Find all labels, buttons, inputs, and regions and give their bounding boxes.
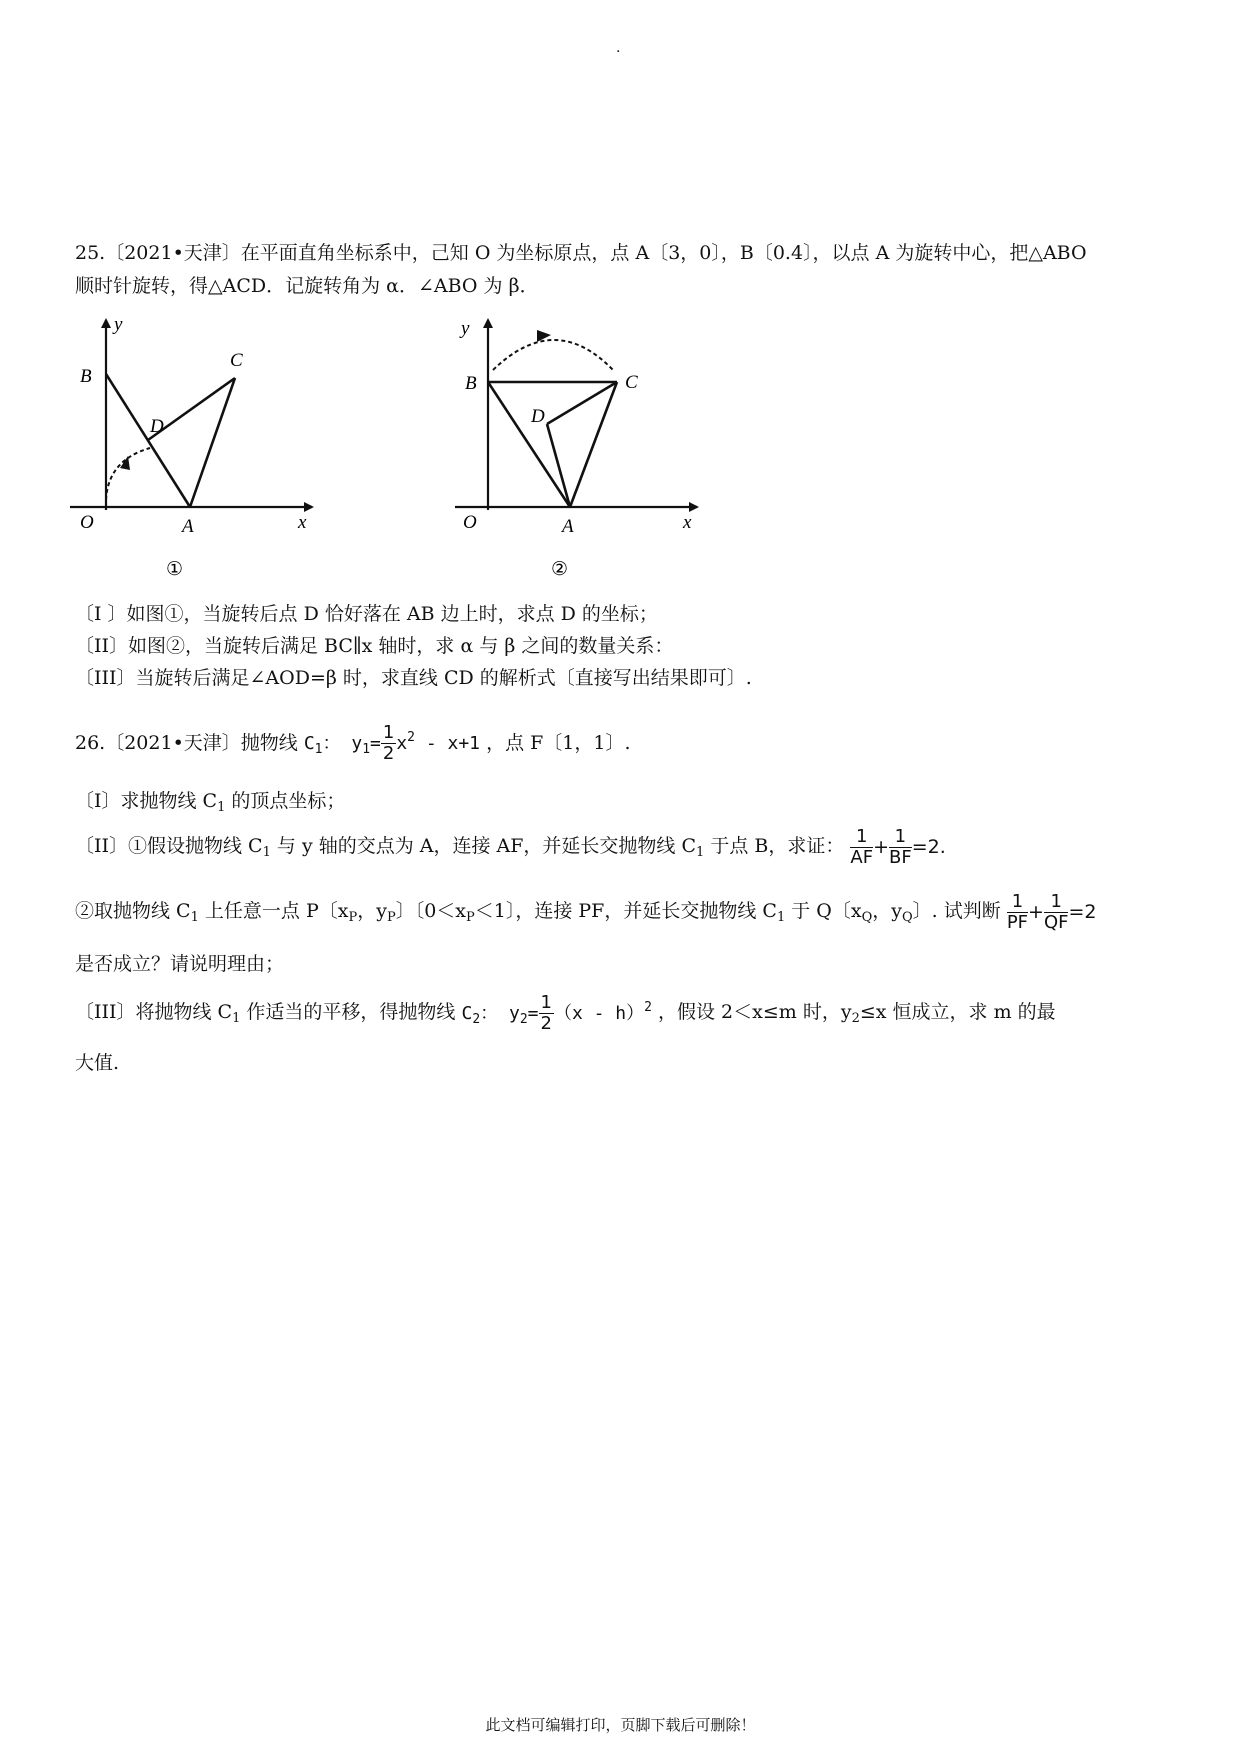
page-footer: 此文档可编辑打印，页脚下载后可删除！ (485, 1716, 756, 1734)
q2b-eq: =2 (1068, 901, 1097, 923)
y2-eq: = (527, 1002, 539, 1024)
y2-lhs: y (508, 1002, 520, 1024)
q2b-sub2: 1 (776, 909, 786, 925)
q2b-f1-num: 1 (1007, 893, 1028, 913)
fig1-caption: ① (166, 558, 184, 580)
q2b-f1-den: PF (1006, 912, 1029, 933)
q2a-f1-den: AF (850, 847, 874, 868)
q2b-mid4: ＜1〕，连接 PF，并延长交抛物线 C (474, 899, 777, 922)
fig2-caption: ② (551, 558, 569, 580)
c2-frac-den: 2 (540, 1013, 552, 1034)
y1-exp: 2 (407, 729, 415, 745)
fig2-segment-AC (570, 382, 617, 507)
q2b-f2-num: 1 (1044, 893, 1069, 913)
q2a-sub2: 1 (696, 844, 705, 860)
header-dot: . (616, 40, 621, 56)
c2-sub: 2 (472, 1011, 481, 1027)
problem25-question-3: 〔III〕当旋转后满足∠AOD=β 时，求直线 CD 的解析式〔直接写出结果即可〕. (75, 667, 752, 689)
problem26-question-3-line2: 大值. (75, 1052, 120, 1074)
figure-2 (455, 310, 715, 580)
fig1-label-A: A (182, 516, 194, 537)
q2b-mid3: 〕〔0＜x (395, 899, 466, 922)
fig2-segment-BA (488, 382, 570, 507)
fig1-label-C: C (230, 350, 243, 371)
problem26-question-2b-line2: 是否成立？请说明理由； (75, 953, 285, 975)
parabola-c1-equation (303, 722, 481, 764)
figure-1 (70, 310, 330, 580)
y1-eq: = (370, 732, 381, 754)
fig2-label-O: O (463, 512, 477, 533)
q2b-subP2: P (386, 909, 396, 925)
q2b-fraction-qf (1044, 893, 1069, 932)
c1-sub: 1 (314, 741, 323, 757)
y1-lhs: y (351, 732, 363, 754)
q2b-mid5: 于 Q〔x (785, 899, 862, 922)
fig2-rotation-arc (493, 340, 613, 370)
q3-prefix: 〔III〕将抛物线 C (75, 1000, 233, 1023)
q2b-fraction-pf (1007, 893, 1028, 932)
q1-prefix: 〔I〕求抛物线 C (75, 790, 218, 812)
fig1-label-y: y (114, 314, 123, 335)
fig2-label-B: B (465, 373, 477, 394)
q2a-fraction-af (850, 828, 873, 867)
q2b-subP3: P (466, 909, 475, 925)
fig1-label-x: x (298, 512, 307, 533)
fig1-segment-AC (190, 378, 235, 507)
q2a-f2-num: 1 (889, 828, 912, 848)
c1-colon: ： (322, 732, 341, 754)
fig1-segment-BA (106, 374, 190, 507)
q2a-f1-num: 1 (850, 828, 873, 848)
problem26-intro-suffix: ，点 F〔1，1〕. (486, 732, 631, 754)
fig2-label-A: A (562, 516, 574, 537)
q2b-mid6: ，y (872, 899, 902, 922)
q3-suffix2: ≤x 恒成立，求 m 的最 (859, 1000, 1056, 1023)
c2-name: C (461, 1002, 473, 1024)
y2-rest: （x - h） (553, 1002, 645, 1024)
q2b-prefix: ②取抛物线 C (75, 899, 191, 922)
y2-sub: 2 (519, 1011, 528, 1027)
problem26-question-2b (75, 893, 1097, 932)
y1-x: x (396, 732, 408, 754)
fig1-label-O: O (80, 512, 94, 533)
c1-fraction (381, 724, 396, 763)
problem26-question-2a (75, 828, 946, 867)
problem25-line2: 顺时针旋转，得△ACD．记旋转角为 α．∠ABO 为 β． (75, 275, 539, 297)
fig2-label-D: D (531, 406, 545, 427)
q2a-suffix: 于点 B，求证： (704, 834, 845, 857)
q2b-subQ1: Q (861, 909, 873, 925)
q2b-subP1: P (348, 909, 358, 925)
c1-frac-den: 2 (382, 743, 395, 764)
q2a-eq: =2. (911, 836, 946, 858)
q3-mid: 作适当的平移，得抛物线 (240, 1000, 456, 1023)
problem25-question-2: 〔II〕如图②，当旋转后满足 BC∥x 轴时，求 α 与 β 之间的数量关系： (75, 635, 674, 657)
q2a-f2-den: BF (888, 847, 912, 868)
y1-rest: - x+1 (414, 732, 481, 754)
c2-colon: ： (480, 1002, 499, 1024)
fig2-label-y: y (461, 318, 470, 339)
fig1-rotation-arc (106, 448, 150, 500)
q1-suffix: 的顶点坐标； (225, 790, 346, 812)
fig2-label-C: C (625, 372, 638, 393)
q3-sub1: 1 (232, 1010, 241, 1026)
fig2-label-x: x (683, 512, 692, 533)
q2b-mid7: 〕. 试判断 (912, 899, 1001, 922)
q2b-mid2: ，y (357, 899, 387, 922)
q2b-sub1: 1 (190, 909, 199, 925)
q3-sub2: 2 (851, 1010, 860, 1026)
problem26-question-3 (75, 994, 1056, 1033)
q2a-fraction-bf (889, 828, 912, 867)
c1-name: C (303, 732, 315, 754)
q2a-sub1: 1 (262, 844, 271, 860)
c2-fraction (539, 994, 554, 1033)
problem26-question-1 (75, 792, 345, 814)
problem26-intro-prefix: 26.〔2021•天津〕抛物线 (75, 732, 298, 754)
y2-exp: 2 (644, 999, 652, 1015)
q2b-mid1: 上任意一点 P〔x (198, 899, 349, 922)
y1-sub: 1 (362, 741, 371, 757)
q2b-f2-den: QF (1043, 912, 1069, 933)
c1-frac-num: 1 (382, 722, 395, 743)
problem26-intro (75, 724, 631, 763)
q2a-mid: 与 y 轴的交点为 A，连接 AF，并延长交抛物线 C (270, 834, 697, 857)
fig1-label-D: D (150, 416, 164, 437)
q2b-subQ2: Q (902, 909, 913, 925)
fig2-segment-CD (547, 382, 617, 424)
q2a-prefix: 〔II〕①假设抛物线 C (75, 834, 263, 857)
q3-suffix1: ，假设 2＜x≤m 时，y (658, 1000, 852, 1023)
parabola-c2-equation (461, 992, 652, 1034)
q2b-plus: + (1028, 901, 1044, 923)
problem25-line1: 25.〔2021•天津〕在平面直角坐标系中，己知 O 为坐标原点，点 A〔3，0〕，B〔0.4〕，以点 A 为旋转中心，把△ABO (75, 242, 1087, 264)
fig1-label-B: B (80, 366, 92, 387)
q2a-plus: + (873, 836, 889, 858)
fig2-segment-DA (547, 424, 570, 507)
q1-sub: 1 (217, 800, 226, 815)
c2-frac-num: 1 (540, 992, 552, 1013)
problem25-question-1: 〔I 〕如图①，当旋转后点 D 恰好落在 AB 边上时，求点 D 的坐标； (75, 603, 658, 625)
